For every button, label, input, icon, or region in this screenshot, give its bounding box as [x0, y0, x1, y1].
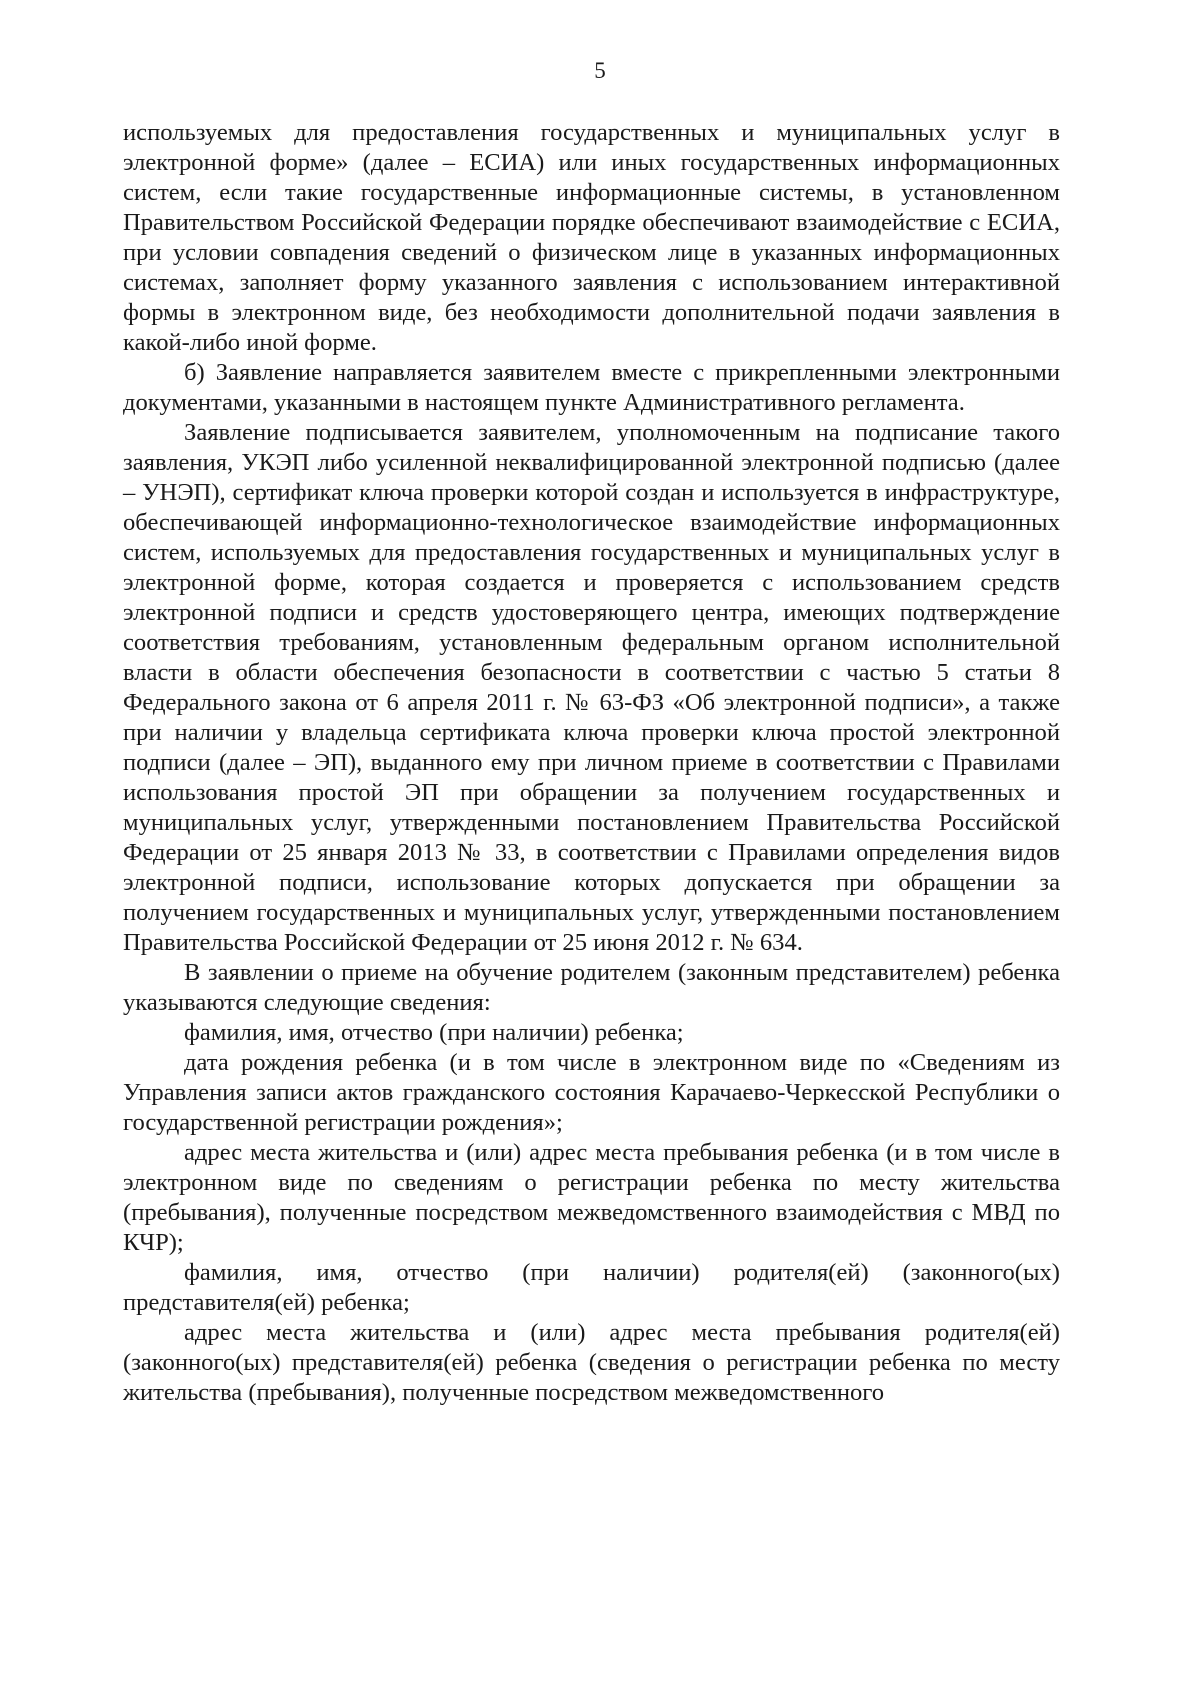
list-item-parent-name: фамилия, имя, отчество (при наличии) родителя(ей) (законного(ых) представителя(ей) ребенка; — [123, 1259, 1060, 1316]
document-body — [123, 118, 1060, 1408]
list-item-child-birthdate: дата рождения ребенка (и в том числе в электронном виде по «Сведениям из Управления записи актов гражданского состояния Карачаево-Черкесской Республики о государственной регистрации рождения»; — [123, 1049, 1060, 1136]
list-item-parent-address: адрес места жительства и (или) адрес места пребывания родителя(ей) (законного(ых) представителя(ей) ребенка (сведения о регистрации ребенка по месту жительства (пребывания), полученные посредством межведомственного — [123, 1319, 1060, 1406]
list-item-child-address: адрес места жительства и (или) адрес места пребывания ребенка (и в том числе в электронном виде по сведениям о регистрации ребенка по месту жительства (пребывания), полученные посредством межведомственного взаимодействия с МВД по КЧР); — [123, 1139, 1060, 1256]
paragraph-application-contents: В заявлении о приеме на обучение родителем (законным представителем) ребенка указываются следующие сведения: — [123, 959, 1060, 1016]
page-number: 5 — [594, 58, 606, 83]
paragraph-b-attachments: б) Заявление направляется заявителем вместе с прикрепленными электронными документами, указанными в настоящем пункте Административного регламента. — [123, 359, 1060, 416]
paragraph-signature: Заявление подписывается заявителем, уполномоченным на подписание такого заявления, УКЭП либо усиленной неквалифицированной электронной подписью (далее – УНЭП), сертификат ключа проверки которой создан и используется в инфраструктуре, обеспечивающей информационно-технологическое взаимодействие информационных систем, используемых для предоставления государственных и муниципальных услуг в электронной форме, которая создается и проверяется с использованием средств электронной подписи и средств удостоверяющего центра, имеющих подтверждение соответствия требованиям, установленным федеральным органом исполнительной власти в области обеспечения безопасности в соответствии с частью 5 статьи 8 Федерального закона от 6 апреля 2011 г. № 63-ФЗ «Об электронной подписи», а также при наличии у владельца сертификата ключа проверки ключа простой электронной подписи (далее – ЭП), выданного ему при личном приеме в соответствии с Правилами использования простой ЭП при обращении за получением государственных и муниципальных услуг, утвержденными постановлением Правительства Российской Федерации от 25 января 2013 № 33, в соответствии с Правилами определения видов электронной подписи, использование которых допускается при обращении за получением государственных и муниципальных услуг, утвержденными постановлением Правительства Российской Федерации от 25 июня 2012 г. № 634. — [123, 419, 1060, 956]
paragraph-esia-continuation: используемых для предоставления государственных и муниципальных услуг в электронной форме» (далее – ЕСИА) или иных государственных информационных систем, если такие государственные информационные системы, в установленном Правительством Российской Федерации порядке обеспечивают взаимодействие с ЕСИА, при условии совпадения сведений о физическом лице в указанных информационных системах, заполняет форму указанного заявления с использованием интерактивной формы в электронном виде, без необходимости дополнительной подачи заявления в какой-либо иной форме. — [123, 119, 1060, 356]
list-item-child-name: фамилия, имя, отчество (при наличии) ребенка; — [184, 1019, 684, 1046]
